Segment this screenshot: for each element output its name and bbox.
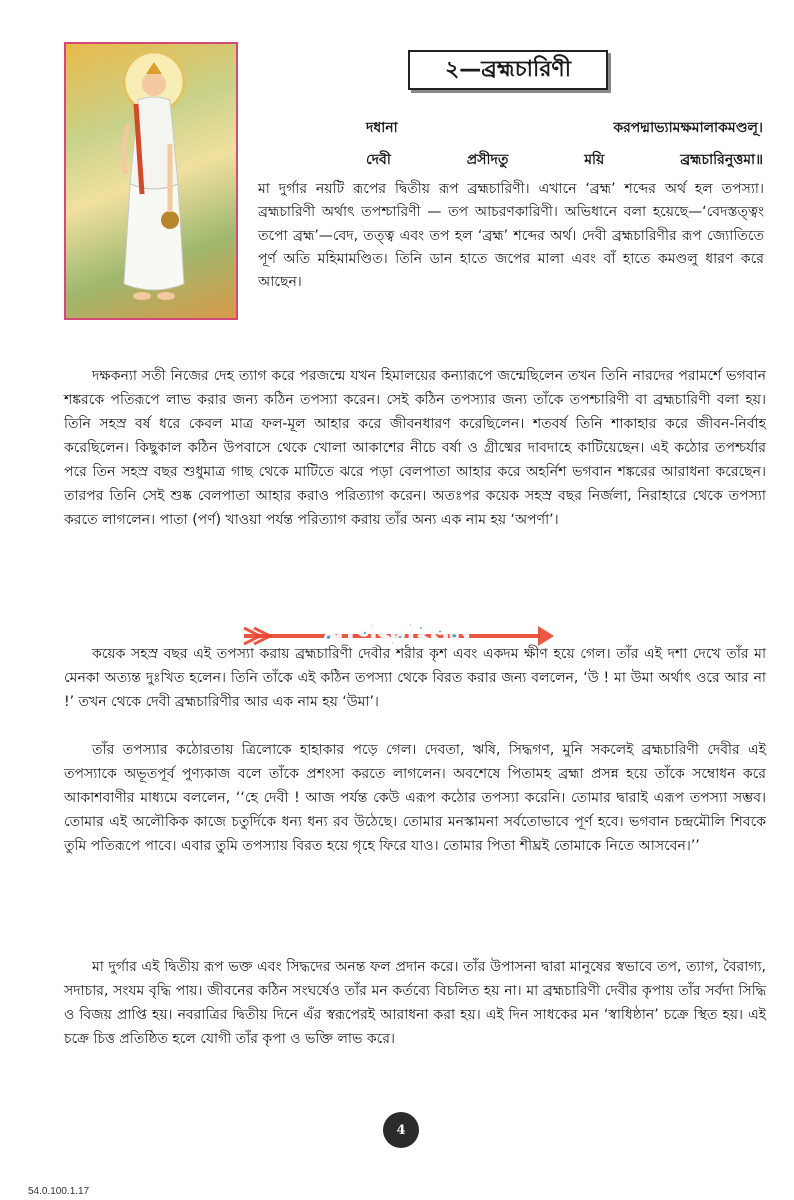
paragraph-3: তাঁর তপস্যার কঠোরতায় ত্রিলোকে হাহাকার পড়ে গেল। দেবতা, ঋষি, সিদ্ধগণ, মুনি সকলেই ব্রহ্মচারিণী দেবীর এই তপস্যাকে অভূতপূর্ব পুণ্যকাজ বলে তাঁকে প্রশংসা করতে লাগলেন। অবশেষে পিতামহ ব্রহ্মা প্রসন্ন হয়ে তাঁকে সম্বোধন করে আকাশবাণীর মাধ্যমে বললেন, ‘‘হে দেবী ! আজ পর্যন্ত কেউ এরূপ কঠোর তপস্যা করেনি। তোমার দ্বারাই এরূপ তপস্যা সম্ভব। তোমার এই অলৌকিক কাজে চতুর্দিকে ধন্য ধন্য রব উঠেছে। তোমার মনস্কামনা সর্বতোভাবে পূর্ণ হবে। ভগবান চন্দ্রমৌলি শিবকে তুমি পতিরূপে পাবে। এবার তুমি তপস্যায় বিরত হয়ে গৃহে ফিরে যাও। তোমার পিতা শীঘ্রই তোমাকে নিতে আসবেন।’’ <box>64 742 766 854</box>
page-number: 4 <box>383 1112 419 1148</box>
paragraph-4: মা দুর্গার এই দ্বিতীয় রূপ ভক্ত এবং সিদ্ধদের অনন্ত ফল প্রদান করে। তাঁর উপাসনা দ্বারা মানুষের স্বভাবে তপ, ত্যাগ, বৈরাগ্য, সদাচার, সংযম বৃদ্ধি পায়। জীবনের কঠিন সংঘর্ষেও তাঁর মন কর্তব্যে বিচলিত হয় না। মা ব্রহ্মচারিণী দেবীর কৃপায় তাঁর সর্বদা সিদ্ধি ও বিজয় প্রাপ্তি হয়। নবরাত্রির দ্বিতীয় দিনে এঁর স্বরূপেরই আরাধনা করা হয়। এই দিন সাধকের মন ‘স্বাধিষ্ঠান’ চক্রে স্থিত হয়। এই চক্রে চিত্ত প্রতিষ্ঠিত হলে যোগী তাঁর কৃপা ও ভক্তি লাভ করে। <box>64 959 766 1047</box>
shloka-word: প্রসীদতু <box>466 152 509 168</box>
shloka-word: ময়ি <box>584 152 605 168</box>
watermark-text: মণিকাঞ্চন <box>323 611 473 655</box>
paragraph-2: কয়েক সহস্র বছর এই তপস্যা করায় ব্রহ্মচারিণী দেবীর শরীর কৃশ এবং একদম ক্ষীণ হয়ে গেল। তাঁর এই দশা দেখে তাঁর মা মেনকা অত্যন্ত দুঃখিত হলেন। তিনি তাঁকে এই কঠিন তপস্যা থেকে বিরত করার জন্য বললেন, ‘উ ! মা উমা অর্থাৎ ওরে আর না !’ তখন থেকে দেবী ব্রহ্মচারিণীর আর এক নাম হয় ‘উমা’। <box>64 646 766 710</box>
footer-code: 54.0.100.1.17 <box>28 1186 90 1197</box>
shloka-word: দেবী <box>366 152 391 168</box>
shloka-word: ব্রহ্মচারিনুত্তমা॥ <box>680 152 763 168</box>
paragraph-1: দক্ষকন্যা সতী নিজের দেহ ত্যাগ করে পরজন্মে যখন হিমালয়ের কন্যারূপে জন্মেছিলেন তখন তিনি নারদের পরামর্শে ভগবান শঙ্করকে পতিরূপে লাভ করার জন্য কঠিন তপস্যা করেন। সেই কঠিন তপস্যার জন্য তাঁকে তপশ্চারিণী বা ব্রহ্মচারিণী বলা হয়। তিনি সহস্র বর্ষ ধরে কেবল মাত্র ফল-মূল আহার করে জীবনধারণ করেছিলেন। শতবর্ষ তিনি শাকাহার করে জীবন-নির্বাহ করেছিলেন। কিছুকাল কঠিন উপবাসে থেকে খোলা আকাশের নীচে বর্ষা ও গ্রীষ্মের দাবদাহে কাটিয়েছেন। এই কঠোর তপশ্চর্যার পরে তিন সহস্র বছর শুধুমাত্র গাছ থেকে মাটিতে ঝরে পড়া বেলপাতা আহার করে অহর্নিশ ভগবান শঙ্করের আরাধনা করেছেন। তারপর তিনি সেই শুষ্ক বেলপাতা আহার করাও পরিত্যাগ করেন। অতঃপর কয়েক সহস্র বছর নির্জলা, নিরাহারে থেকে তপস্যা করতে লাগলেন। পাতা (পর্ণ) খাওয়া পর্যন্ত পরিত্যাগ করায় তাঁর অন্য এক নাম হয় ‘অপর্ণা’। <box>64 368 766 528</box>
chapter-title: ২—ব্রহ্মচারিণী <box>408 50 608 90</box>
goddess-figure-drawing <box>66 44 236 318</box>
shloka-word: দধানা <box>366 120 398 136</box>
shloka-word: করপদ্মাভ্যামক্ষমালাকমণ্ডলূ। <box>613 120 763 136</box>
goddess-illustration <box>64 42 238 320</box>
shloka-line-1 <box>318 116 763 140</box>
intro-paragraph: মা দুর্গার নয়টি রূপের দ্বিতীয় রূপ ব্রহ্মচারিণী। এখানে ‘ব্রহ্ম’ শব্দের অর্থ হল তপস্যা। ব্রহ্মচারিণী অর্থাৎ তপশ্চারিণী — তপ আচরণকারিণী। অভিধানে বলা হয়েছে—‘বেদস্তত্ত্বং তপো ব্রহ্ম’—বেদ, তত্ত্ব এবং তপ হল ‘ব্রহ্ম’ শব্দের অর্থ। দেবী ব্রহ্মচারিণীর রূপ জ্যোতিতে পূর্ণ অতি মহিমামণ্ডিত। তিনি ডান হাতে জপের মালা এবং বাঁ হাতে কমণ্ডলু ধারণ করে আছেন। <box>258 181 764 291</box>
shloka-line-2 <box>318 148 763 172</box>
